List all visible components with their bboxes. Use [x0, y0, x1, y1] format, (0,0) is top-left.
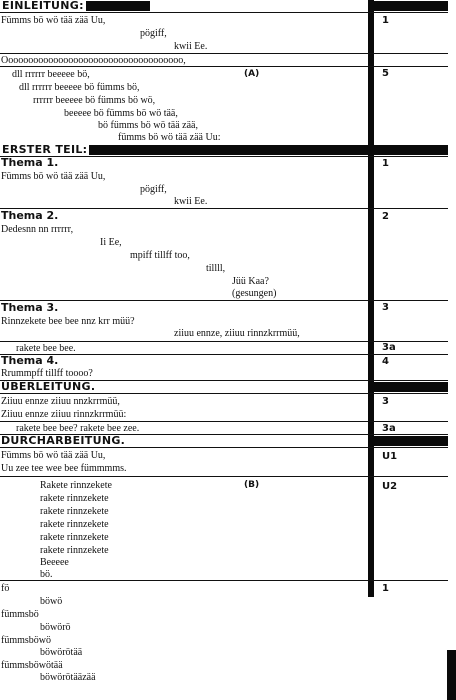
text-line: fö: [1, 583, 10, 594]
text-line: Ii Ee,: [100, 237, 122, 248]
text-line: dll rrrrrr beeeee bö fümms bö,: [19, 82, 140, 93]
text-line: Fümms bö wö tää zää Uu,: [1, 171, 106, 182]
text-line: rakete rinnzekete: [40, 519, 109, 530]
section-heading-erster-teil: ERSTER TEIL:: [2, 143, 88, 156]
thema-2-title: Thema 2.: [1, 209, 59, 222]
section-number: 1: [382, 158, 389, 169]
section-number: 1: [382, 15, 389, 26]
text-line: Rrummpff tillff toooo?: [1, 368, 93, 379]
text-line: kwii Ee.: [174, 196, 208, 207]
text-line: fümms bö wö tää zää Uu:: [118, 132, 221, 143]
text-line: rakete rinnzekete: [40, 545, 109, 556]
text-line: Rinnzekete bee bee nnz krr müü?: [1, 316, 135, 327]
section-number: 3a: [382, 423, 396, 434]
text-line: bö fümms bö wö tää zää,: [98, 120, 198, 131]
marker-a: (A): [244, 69, 260, 79]
text-line: bö.: [40, 569, 53, 580]
text-line: böwörötää: [40, 647, 83, 658]
section-number: 4: [382, 356, 389, 367]
section-rule: [0, 156, 448, 157]
text-line: Fümms bö wö tää zää Uu,: [1, 15, 106, 26]
section-number: 3a: [382, 342, 396, 353]
text-line: rakete rinnzekete: [40, 493, 109, 504]
section-number: U2: [382, 481, 398, 492]
section-rule: [0, 393, 448, 394]
text-line: böwörö: [40, 622, 71, 633]
section-rule: [0, 208, 448, 209]
section-rule: [0, 476, 448, 477]
heading-bar-right: [368, 436, 448, 446]
text-line: Ziiuu ennze ziiuu nnzkrrmüü,: [1, 396, 120, 407]
text-line: tillll,: [206, 263, 226, 274]
thema-4-title: Thema 4.: [1, 354, 59, 367]
section-rule: [0, 421, 448, 422]
section-number: 3: [382, 302, 389, 313]
text-line: pögiff,: [140, 28, 167, 39]
section-number: 5: [382, 68, 389, 79]
text-line: fümmsböwötää: [1, 660, 63, 671]
text-line: rrrrrr beeeee bö fümms bö wö,: [33, 95, 156, 106]
text-line: kwii Ee.: [174, 41, 208, 52]
text-line: rakete bee bee? rakete bee zee.: [16, 423, 140, 434]
section-rule: [0, 580, 448, 581]
text-line: dll rrrrrr beeeee bö,: [12, 69, 90, 80]
text-line: ziiuu ennze, ziiuu rinnzkrrmüü,: [174, 328, 300, 339]
text-line: fümmsbö: [1, 609, 39, 620]
section-heading-durcharbeitung: DURCHARBEITUNG.: [1, 434, 126, 447]
text-line: rakete rinnzekete: [40, 506, 109, 517]
text-line: Beeeee: [40, 557, 69, 568]
text-line: Rakete rinnzekete: [40, 480, 112, 491]
text-line: böwö: [40, 596, 63, 607]
section-rule: [0, 12, 448, 13]
section-number: 2: [382, 211, 389, 222]
text-line: fümmsböwö: [1, 635, 51, 646]
text-line: mpiff tillff too,: [130, 250, 190, 261]
section-heading-ueberleitung: ÜBERLEITUNG.: [1, 380, 96, 393]
text-line: Dedesnn nn rrrrrr,: [1, 224, 74, 235]
section-number: 1: [382, 583, 389, 594]
section-rule: [0, 447, 448, 448]
section-heading-einleitung: EINLEITUNG:: [2, 0, 84, 12]
text-line: pögiff,: [140, 184, 167, 195]
section-rule: [0, 66, 448, 67]
corner-bar: [447, 650, 456, 700]
section-number: U1: [382, 451, 398, 462]
thema-1-title: Thema 1.: [1, 156, 59, 169]
thema-3-title: Thema 3.: [1, 301, 59, 314]
text-line: Fümms bö wö tää zää Uu,: [1, 450, 106, 461]
text-line: rakete bee bee.: [16, 343, 76, 354]
section-rule: [0, 300, 448, 301]
text-line: rakete rinnzekete: [40, 532, 109, 543]
text-line: Jüü Kaa?: [232, 276, 269, 287]
heading-bar-right: [368, 382, 448, 392]
text-line: Uu zee tee wee bee fümmmms.: [1, 463, 127, 474]
text-line: Oooooooooooooooooooooooooooooooooooo,: [1, 55, 186, 66]
section-rule: [0, 53, 448, 54]
right-column-bar: [368, 0, 374, 597]
section-number: 3: [382, 396, 389, 407]
text-line: (gesungen): [232, 288, 277, 299]
section-rule: [0, 341, 448, 342]
text-line: böwörötääzää: [40, 672, 96, 683]
section-rule: [0, 354, 448, 355]
marker-b: (B): [244, 480, 260, 490]
heading-bar-right: [368, 1, 448, 11]
text-line: Ziiuu ennze ziiuu rinnzkrrmüü:: [1, 409, 127, 420]
text-line: beeeee bö fümms bö wö tää,: [64, 108, 178, 119]
